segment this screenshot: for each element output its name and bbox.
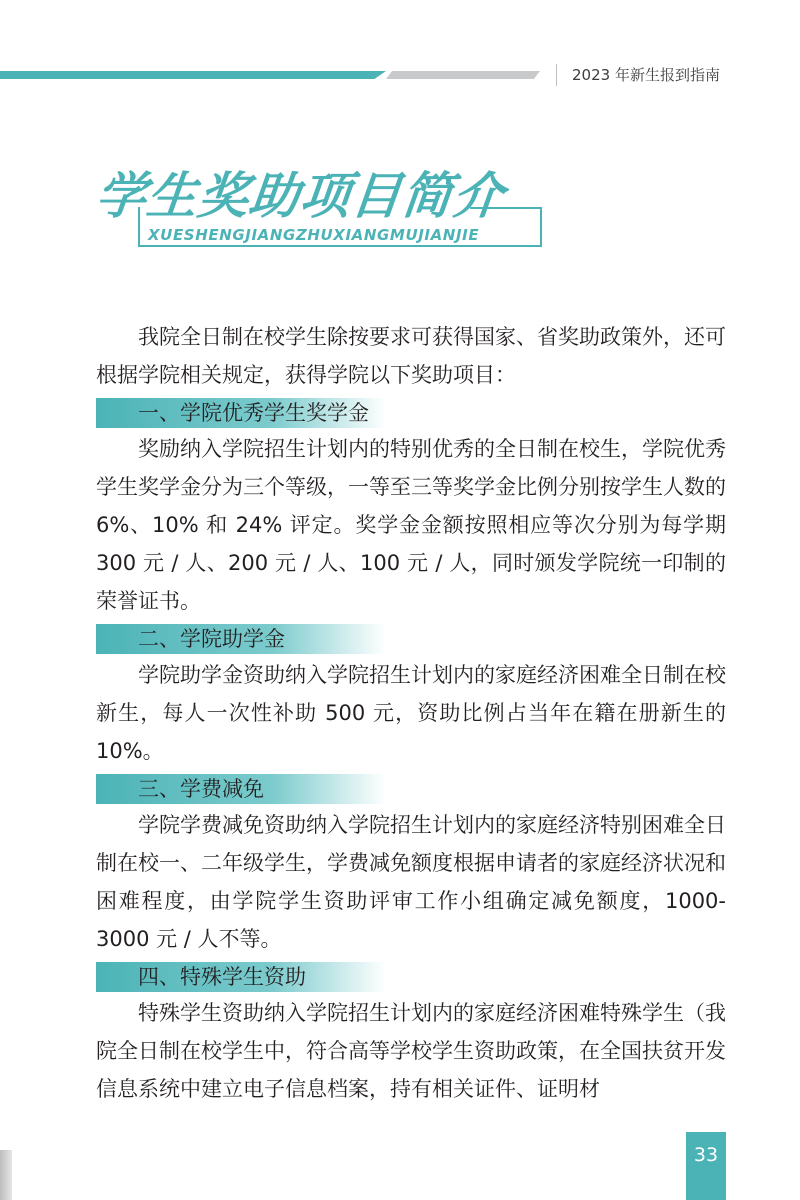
intro-paragraph: 我院全日制在校学生除按要求可获得国家、省奖助政策外，还可根据学院相关规定，获得学院以下奖助项目： <box>96 325 726 387</box>
section-heading-label: 二、学院助学金 <box>138 627 285 651</box>
main-content <box>96 318 726 1108</box>
section-heading-3 <box>96 774 726 804</box>
section-heading-label: 四、特殊学生资助 <box>138 965 306 989</box>
section-body-3: 学院学费减免资助纳入学院招生计划内的家庭经济特别困难全日制在校一、二年级学生，学费减免额度根据申请者的家庭经济状况和困难程度，由学院学生资助评审工作小组确定减免额度，1000-3000 元 / 人不等。 <box>96 813 726 951</box>
section-heading-4 <box>96 962 726 992</box>
page-title: 学生奖助项目简介 <box>92 167 508 225</box>
section-body-2: 学院助学金资助纳入学院招生计划内的家庭经济困难全日制在校新生，每人一次性补助 500 元，资助比例占当年在籍在册新生的 10%。 <box>96 663 726 763</box>
page-number: 33 <box>693 1144 719 1166</box>
page-subtitle-pinyin: XUESHENGJIANGZHUXIANGMUJIANJIE <box>148 226 480 244</box>
header-accent-bar <box>0 71 386 79</box>
section-heading-label: 一、学院优秀学生奖学金 <box>138 401 369 425</box>
section-body-1: 奖励纳入学院招生计划内的特别优秀的全日制在校生，学院优秀学生奖学金分为三个等级，一等至三等奖学金比例分别按学生人数的 6%、10% 和 24% 评定。奖学金金额按照相应等次分别为每学期 300 元 / 人、200 元 / 人、100 元 / 人，同时颁发学院统一印制的荣誉证书。 <box>96 437 726 613</box>
header-divider <box>556 64 557 86</box>
running-title: 2023 年新生报到指南 <box>572 66 720 84</box>
section-heading-2 <box>96 624 726 654</box>
section-heading-label: 三、学费减免 <box>138 777 264 801</box>
section-heading-1 <box>96 398 726 428</box>
section-body-4: 特殊学生资助纳入学院招生计划内的家庭经济困难特殊学生（我院全日制在校学生中，符合高等学校学生资助政策，在全国扶贫开发信息系统中建立电子信息档案，持有相关证件、证明材 <box>96 1001 726 1101</box>
header-grey-bar <box>386 71 540 79</box>
page-edge-shadow <box>0 1150 12 1200</box>
